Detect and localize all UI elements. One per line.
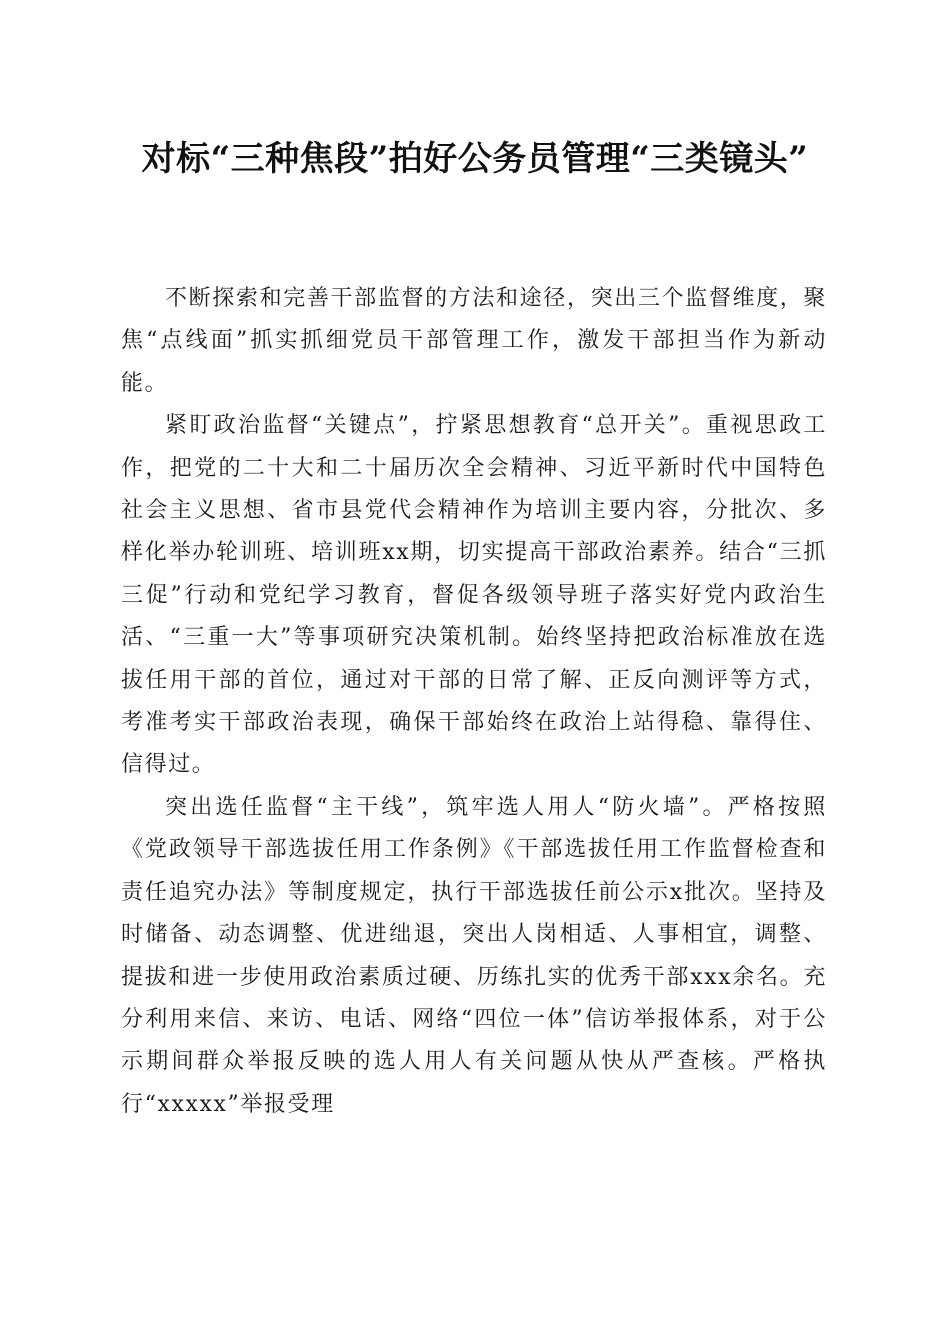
document-title: 对标“三种焦段”拍好公务员管理“三类镜头” <box>141 139 809 179</box>
paragraph-intro: 不断探索和完善干部监督的方法和途径，突出三个监督维度，聚焦“点线面”抓实抓细党员干部管理工作，激发干部担当作为新动能。 <box>121 286 827 396</box>
paragraph-selection-supervision: 突出选任监督“主干线”，筑牢选人用人“防火墙”。严格按照《党政领导干部选拔任用工作条例》《干部选拔任用工作监督检查和责任追究办法》等制度规定，执行干部选拔任前公示x批次。坚持及时储备、动态调整、优进绌退，突出人岗相适、人事相宜，调整、提拔和进一步使用政治素质过硬、历练扎实的优秀干部xxx余名。充分利用来信、来访、电话、网络“四位一体”信访举报体系，对于公示期间群众举报反映的选人用人有关问题从快从严查核。严格执行“xxxxx”举报受理 <box>121 794 827 1117</box>
document-body <box>121 278 827 1126</box>
paragraph-political-supervision: 紧盯政治监督“关键点”，拧紧思想教育“总开关”。重视思政工作，把党的二十大和二十届历次全会精神、习近平新时代中国特色社会主义思想、省市县党代会精神作为培训主要内容，分批次、多样化举办轮训班、培训班xx期，切实提高干部政治素养。结合“三抓三促”行动和党纪学习教育，督促各级领导班子落实好党内政治生活、“三重一大”等事项研究决策机制。始终坚持把政治标准放在选拔任用干部的首位，通过对干部的日常了解、正反向测评等方式，考准考实干部政治表现，确保干部始终在政治上站得稳、靠得住、信得过。 <box>121 413 827 778</box>
